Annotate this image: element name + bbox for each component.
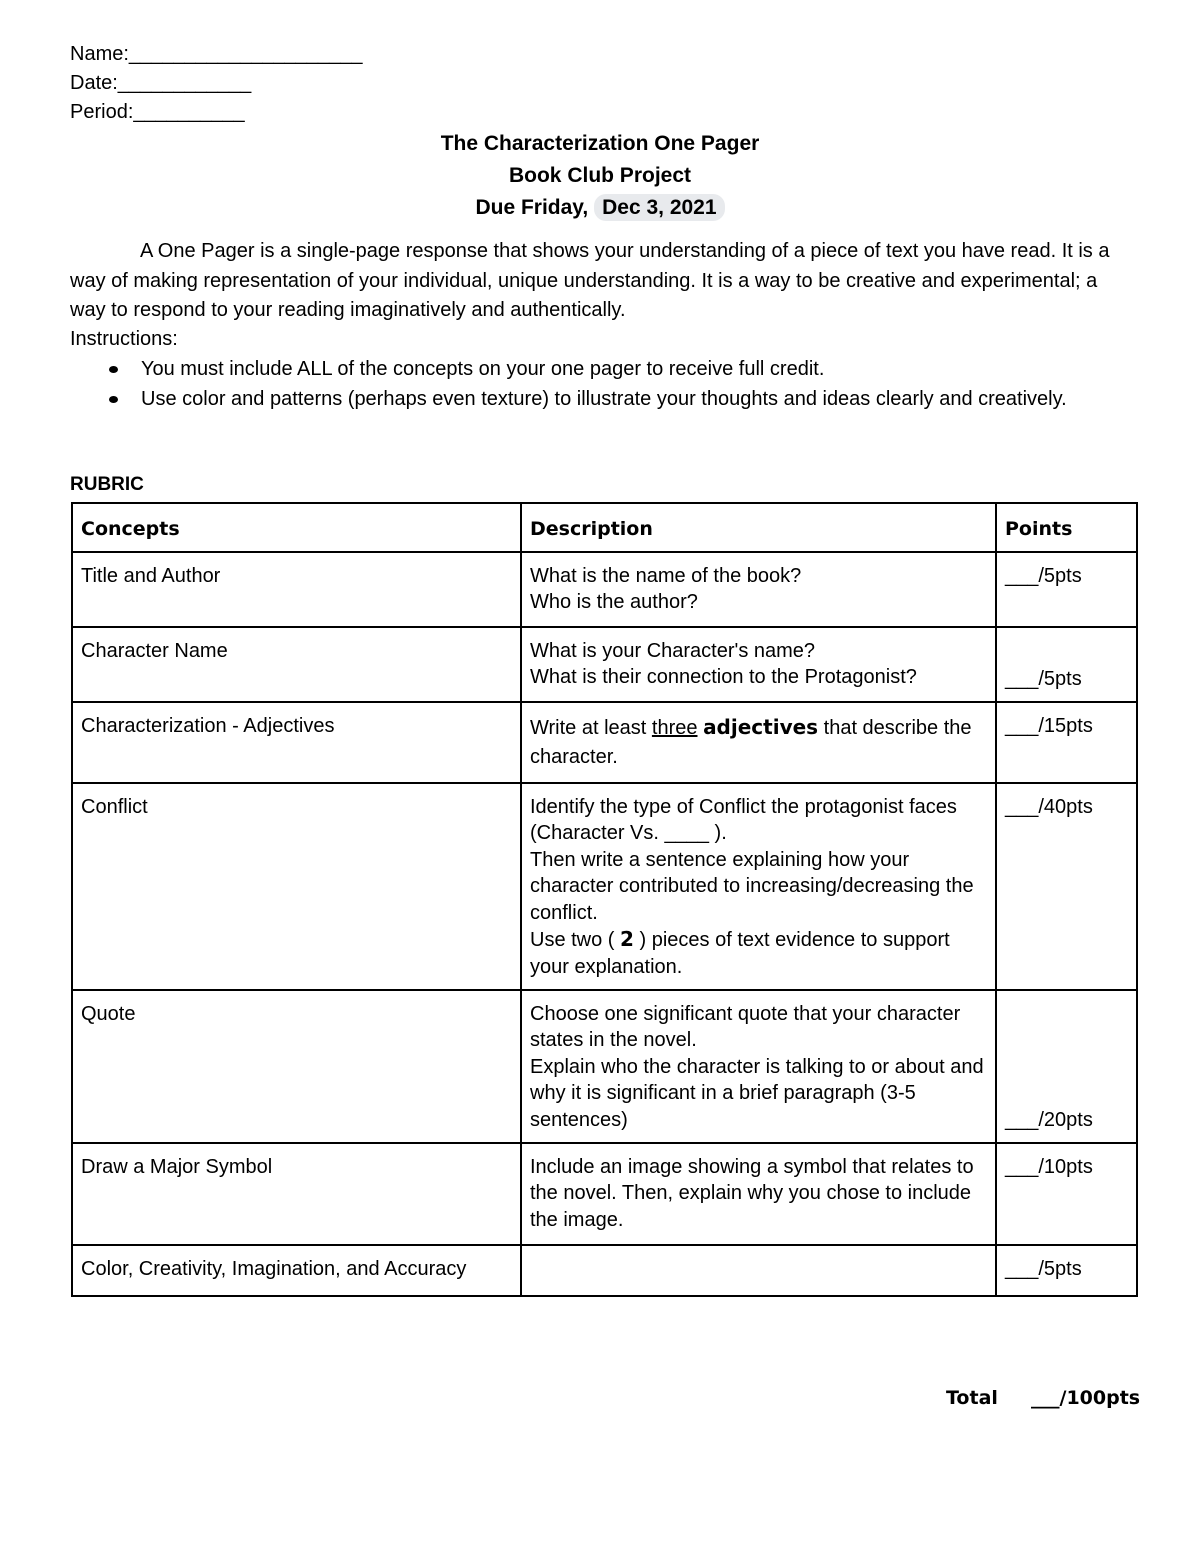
due-date-line xyxy=(0,192,1200,224)
concept-cell: Color, Creativity, Imagination, and Accuracy xyxy=(72,1245,521,1296)
due-date-prefix: Due Friday, xyxy=(475,196,589,219)
table-row xyxy=(72,552,1137,627)
description-cell: Write at least three adjectives that describe the character. xyxy=(521,702,996,783)
points-cell: ___/5pts xyxy=(996,627,1137,702)
emphasis-underline: three xyxy=(651,716,698,739)
list-item: You must include ALL of the concepts on your one pager to receive full credit. xyxy=(70,355,1132,385)
total-score xyxy=(946,1387,1140,1409)
description-cell: Identify the type of Conflict the protagonist faces (Character Vs. ____ ). Then write a sentence explaining how your character contributed to increasing/decreasing the conflict. Use two ( 2 ) pieces of text evidence to support your explanation. xyxy=(521,783,996,990)
description-cell: Include an image showing a symbol that relates to the novel. Then, explain why you chose to include the image. xyxy=(521,1143,996,1245)
description-cell: What is your Character's name? What is their connection to the Protagonist? xyxy=(521,627,996,702)
column-header-points: Points xyxy=(996,503,1137,552)
description-cell: Choose one significant quote that your character states in the novel. Explain who the character is talking to or about and why it is significant in a brief paragraph (3-5 sentences) xyxy=(521,990,996,1143)
concept-cell: Character Name xyxy=(72,627,521,702)
document-title: The Characterization One Pager xyxy=(440,132,760,155)
table-row xyxy=(72,1143,1137,1245)
instructions-label: Instructions: xyxy=(70,328,178,350)
document-subtitle: Book Club Project xyxy=(508,164,692,187)
table-row xyxy=(72,627,1137,702)
period-field: Period:__________ xyxy=(70,101,245,123)
points-cell: ___/5pts xyxy=(996,552,1137,627)
concept-cell: Title and Author xyxy=(72,552,521,627)
concept-cell: Draw a Major Symbol xyxy=(72,1143,521,1245)
points-cell: ___/40pts xyxy=(996,783,1137,990)
table-row xyxy=(72,702,1137,783)
concept-cell: Conflict xyxy=(72,783,521,990)
intro-paragraph: A One Pager is a single-page response that shows your understanding of a piece of text you have read. It is a way of making representation of your individual, unique understanding. It is a way to be creative and experimental; a way to respond to your reading imaginatively and authentically. xyxy=(70,240,1110,321)
column-header-description: Description xyxy=(521,503,996,552)
table-header-row xyxy=(72,503,1137,552)
points-cell: ___/5pts xyxy=(996,1245,1137,1296)
table-row xyxy=(72,1245,1137,1296)
list-item: Use color and patterns (perhaps even texture) to illustrate your thoughts and ideas clearly and creatively. xyxy=(70,385,1132,415)
document-titles xyxy=(0,128,1200,224)
points-cell: ___/20pts xyxy=(996,990,1137,1143)
total-value: ___/100pts xyxy=(1031,1387,1141,1409)
concept-cell: Quote xyxy=(72,990,521,1143)
rubric-label: RUBRIC xyxy=(70,474,144,495)
column-header-concepts: Concepts xyxy=(72,503,521,552)
emphasis-bold: adjectives xyxy=(703,714,819,739)
bullet-icon xyxy=(109,396,118,403)
points-cell: ___/10pts xyxy=(996,1143,1137,1245)
instructions-list xyxy=(70,355,1132,414)
date-field: Date:____________ xyxy=(70,72,252,94)
concept-cell: Characterization - Adjectives xyxy=(72,702,521,783)
emphasis-bold: 2 xyxy=(620,927,634,951)
description-cell xyxy=(521,1245,996,1296)
name-field: Name:_____________________ xyxy=(70,43,363,65)
points-cell: ___/15pts xyxy=(996,702,1137,783)
student-info-fields xyxy=(70,40,363,127)
rubric-table xyxy=(71,502,1138,1297)
due-date-chip[interactable]: Dec 3, 2021 xyxy=(594,194,724,221)
total-label: Total xyxy=(946,1387,998,1409)
bullet-icon xyxy=(109,366,118,373)
table-row xyxy=(72,990,1137,1143)
description-cell: What is the name of the book? Who is the author? xyxy=(521,552,996,627)
table-row xyxy=(72,783,1137,990)
